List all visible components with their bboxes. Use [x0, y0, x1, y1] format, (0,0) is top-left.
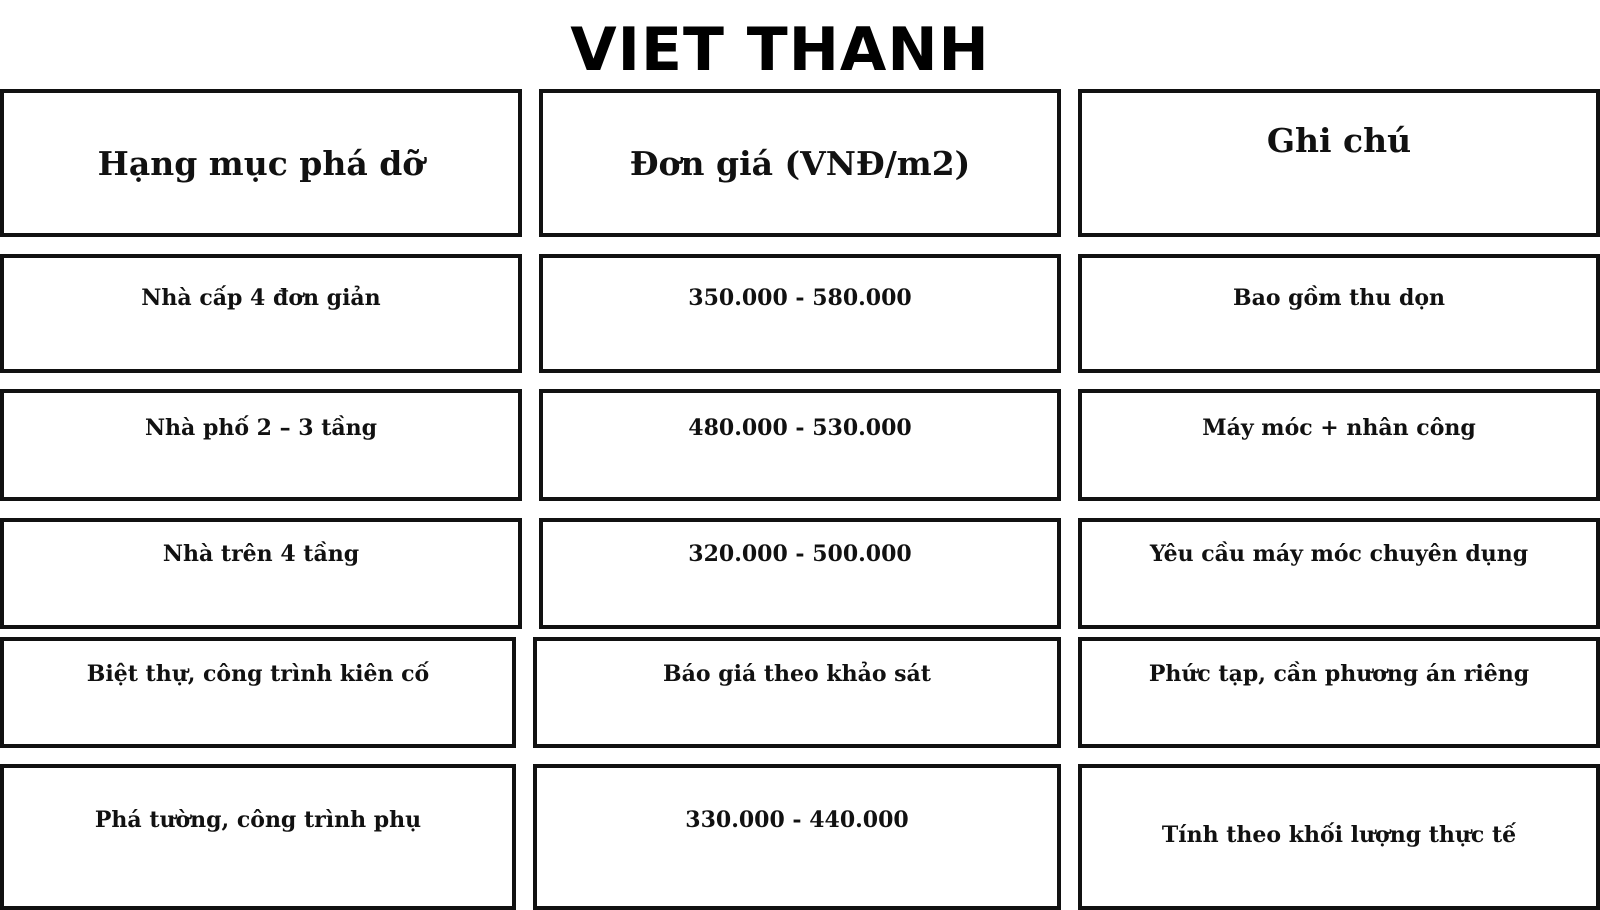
table-cell: Nhà cấp 4 đơn giản [0, 254, 522, 373]
table-cell: Phá tường, công trình phụ [0, 764, 516, 910]
page-title: VIET THANH [570, 15, 990, 85]
header-cell-category: Hạng mục phá dỡ [0, 89, 522, 237]
table-cell: Máy móc + nhân công [1078, 389, 1600, 501]
table-cell: 320.000 - 500.000 [539, 518, 1061, 629]
table-cell: Yêu cầu máy móc chuyên dụng [1078, 518, 1600, 629]
table-cell: Bao gồm thu dọn [1078, 254, 1600, 373]
table-cell: Biệt thự, công trình kiên cố [0, 637, 516, 748]
table-cell: 350.000 - 580.000 [539, 254, 1061, 373]
table-cell: 480.000 - 530.000 [539, 389, 1061, 501]
table-cell: Báo giá theo khảo sát [533, 637, 1061, 748]
table-cell: Nhà trên 4 tầng [0, 518, 522, 629]
table-cell: 330.000 - 440.000 [533, 764, 1061, 910]
header-cell-notes: Ghi chú [1078, 89, 1600, 237]
header-cell-unit-price: Đơn giá (VNĐ/m2) [539, 89, 1061, 237]
table-cell: Tính theo khối lượng thực tế [1078, 764, 1600, 910]
table-cell: Nhà phố 2 – 3 tầng [0, 389, 522, 501]
table-cell: Phức tạp, cần phương án riêng [1078, 637, 1600, 748]
